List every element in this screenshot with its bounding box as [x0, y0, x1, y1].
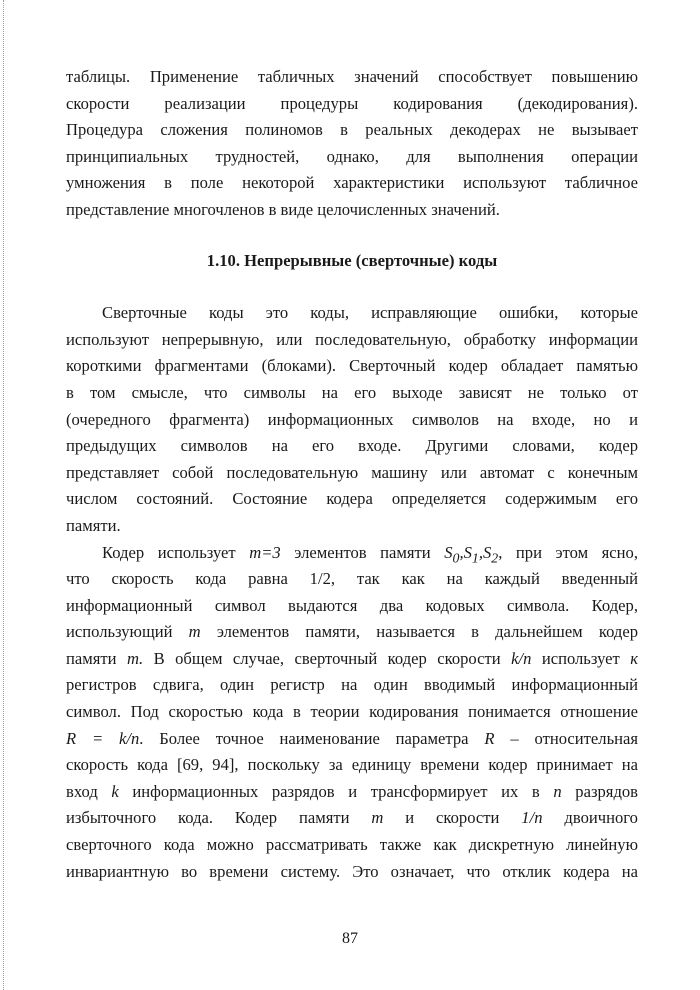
math-sub: 2 [491, 549, 499, 565]
text-line: в том смысле, что символы на его выходе зависят не только от [66, 382, 638, 402]
text-line: предыдущих символов на его входе. Другими словами, кодер [66, 436, 638, 456]
math-var: m [249, 542, 262, 562]
math-formula: R = k/n [66, 728, 140, 748]
text-span: , при этом ясно, [498, 542, 638, 562]
paragraph-encoder-memory [66, 540, 638, 886]
math-var: S [482, 542, 492, 562]
text-line: инвариантную во времени систему. Это означает, что отклик кодера на [66, 861, 638, 881]
text-line: символ. Под скоростью кода в теории кодирования понимается отношение [66, 702, 638, 722]
text-span: информационных разрядов и трансформирует их в [132, 781, 540, 801]
text-line: скорости реализации процедуры кодирования (декодирования). [66, 93, 638, 113]
text-line: таблицы. Применение табличных значений способствует повышению [66, 67, 638, 86]
math-sub: 0 [452, 549, 460, 565]
text-span: В общем случае, сверточный кодер скорости [153, 648, 501, 668]
math-var: m. [126, 648, 144, 668]
math-eq: =3 [261, 542, 281, 562]
top-paragraph [66, 64, 638, 224]
text-line: (очередного фрагмента) информационных символов на входе, но и [66, 409, 638, 429]
math-var: к [630, 648, 638, 668]
text-line: представление многочленов в виде целочисленных значений. [66, 199, 500, 219]
text-line: используют непрерывную, или последовательную, обработку информации [66, 329, 638, 349]
text-line: информационный символ выдаются два кодовых символа. Кодер, [66, 595, 638, 615]
text-line [66, 619, 638, 646]
text-span: вход [66, 781, 98, 801]
text-line [66, 805, 638, 832]
text-line: принципиальных трудностей, однако, для выполнения операции [66, 146, 638, 166]
section-heading: 1.10. Непрерывные (сверточные) коды [206, 250, 498, 270]
text-span: – относительная [510, 728, 639, 748]
text-line [66, 646, 638, 673]
page-edge-dotted-line [3, 0, 4, 990]
text-line: сверточного кода можно рассматривать также как дискретную линейную [66, 835, 638, 855]
math-var: k [111, 781, 119, 801]
text-line: Процедура сложения полиномов в реальных декодерах не вызывает [66, 120, 638, 140]
text-span: двоичного [564, 808, 638, 828]
math-var: m [371, 808, 384, 828]
text-span: Кодер использует [102, 542, 236, 562]
text-line: что скорость кода равна 1/2, так как на каждый введенный [66, 569, 638, 589]
text-span: и скорости [405, 808, 500, 828]
text-line [66, 540, 638, 567]
text-line: короткими фрагментами (блоками). Сверточный кодер обладает памятью [66, 356, 638, 376]
text-line [66, 726, 638, 753]
text-line: представляет собой последовательную машину или автомат с конечным [66, 462, 638, 482]
math-sub: 1 [471, 549, 479, 565]
text-line: скорость кода [69, 94], поскольку за единицу времени кодер принимает на [66, 755, 638, 775]
math-formula: 1/n [521, 808, 543, 828]
math-var: m [188, 622, 201, 642]
math-var: S [444, 542, 453, 562]
math-var: k/n [511, 648, 532, 668]
text-line: Сверточные коды это коды, исправляющие ошибки, которые [102, 303, 638, 323]
text-line [66, 779, 638, 806]
text-span: . Более точное наименование параметра [139, 728, 469, 748]
text-span: разрядов [575, 781, 639, 801]
text-span: памяти [66, 648, 117, 668]
text-line: регистров сдвига, один регистр на один вводимый информационный [66, 675, 638, 695]
text-span: использует [541, 648, 620, 668]
text-line: числом состояний. Состояние кодера определяется содержимым его [66, 489, 638, 509]
text-line: памяти. [66, 515, 121, 535]
math-var: S [463, 542, 472, 562]
math-m [249, 543, 280, 562]
page-number: 87 [342, 930, 358, 947]
text-span: использующий [66, 622, 173, 642]
math-states: $S_0,S_1,S_2$ [444, 542, 499, 565]
text-span: элементов памяти [294, 542, 431, 562]
text-span: избыточного кода. Кодер памяти [66, 808, 350, 828]
text-line: умножения в поле некоторой характеристики используют табличное [66, 173, 638, 193]
math-var: n [553, 781, 562, 801]
math-var: R [484, 728, 495, 748]
document-page [66, 64, 638, 885]
paragraph-convolutional-codes-intro [66, 300, 638, 539]
text-span: элементов памяти, называется в дальнейшем кодер [216, 622, 638, 642]
